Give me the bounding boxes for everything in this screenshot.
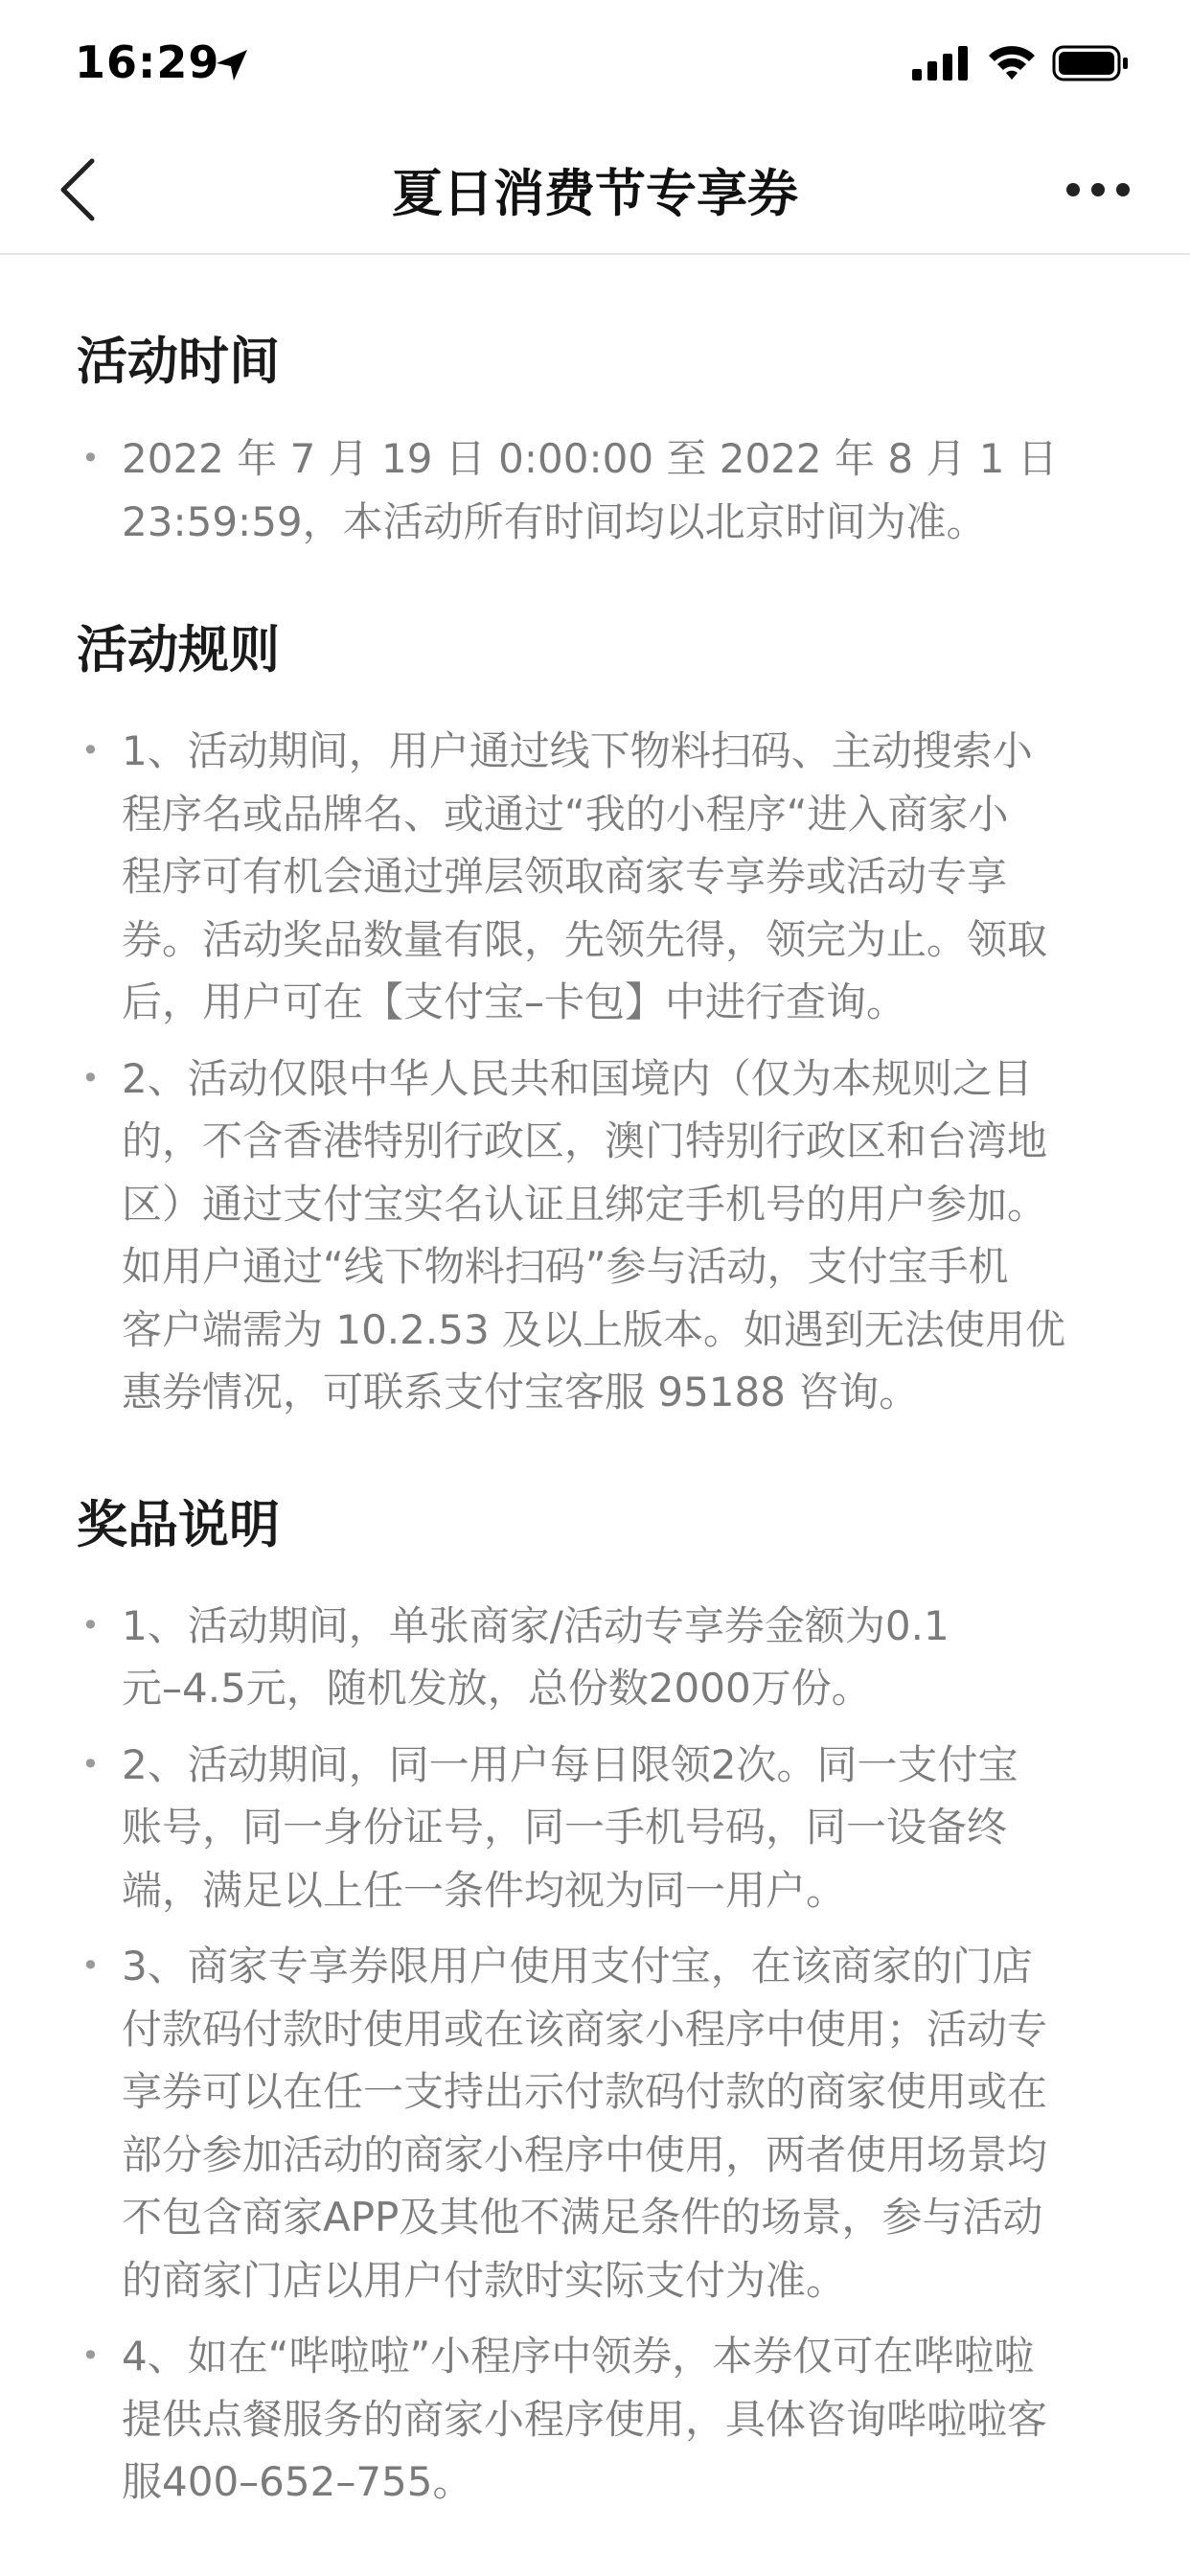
list-item	[77, 1935, 1113, 2312]
bullet: •	[81, 1947, 100, 1984]
line: 如用户通过“线下物料扫码”参与活动，支付宝手机	[122, 1243, 1009, 1290]
line: 4、如在“哔啦啦”小程序中领券，本券仅可在哔啦啦	[122, 2333, 1035, 2380]
line: 客户端需为 10.2.53 及以上版本。如遇到无法使用优	[122, 1305, 1066, 1353]
wifi-icon	[987, 42, 1037, 82]
line: 的，不含香港特别行政区，澳门特别行政区和台湾地	[122, 1117, 1048, 1164]
bullet: •	[81, 2337, 100, 2374]
section-activity-rules	[0, 553, 1190, 1424]
line: 区）通过支付宝实名认证且绑定手机号的用户参加。	[122, 1180, 1048, 1228]
line: 23:59:59，本活动所有时间均以北京时间为准。	[122, 497, 987, 545]
line: 程序名或品牌名、或通过“我的小程序“进入商家小	[122, 790, 1009, 838]
status-bar	[0, 0, 1190, 126]
line: 不包含商家APP及其他不满足条件的场景，参与活动	[122, 2194, 1043, 2241]
list-item	[77, 2325, 1113, 2514]
rules-content	[0, 255, 1190, 2514]
line: 账号，同一身份证号，同一手机号码，同一设备终	[122, 1804, 1008, 1851]
item-list	[77, 1595, 1113, 2514]
line: 提供点餐服务的商家小程序使用，具体咨询哔啦啦客	[122, 2395, 1048, 2443]
bullet: •	[81, 440, 100, 476]
list-item	[77, 427, 1113, 553]
location-arrow-icon	[213, 46, 251, 84]
line: 2022 年 7 月 19 日 0:00:00 至 2022 年 8 月 1 日	[122, 435, 1058, 482]
line: 的商家门店以用户付款时实际支付为准。	[122, 2256, 847, 2304]
battery-icon	[1052, 44, 1131, 82]
list-item	[77, 720, 1113, 1034]
section-title: 活动时间	[77, 333, 280, 391]
line: 2、活动仅限中华人民共和国境内（仅为本规则之目	[122, 1054, 1033, 1102]
nav-bar	[0, 126, 1190, 255]
list-item	[77, 1595, 1113, 1720]
bullet: •	[81, 1745, 100, 1782]
bullet: •	[81, 1606, 100, 1644]
signal-icon	[912, 46, 970, 80]
line: 券。活动奖品数量有限，先领先得，领完为止。领取	[122, 915, 1048, 963]
list-item	[77, 1047, 1113, 1424]
item-list	[77, 720, 1113, 1424]
more-dots-icon[interactable]	[1064, 174, 1133, 205]
page-title: 夏日消费节专享券	[392, 165, 798, 223]
section-prize-description	[0, 1424, 1190, 2514]
section-title: 活动规则	[77, 621, 280, 679]
line: 1、活动期间，单张商家/活动专享券金额为0.1	[122, 1601, 950, 1649]
list-item	[77, 1734, 1113, 1922]
line: 3、商家专享券限用户使用支付宝，在该商家的门店	[122, 1943, 1033, 1990]
line: 1、活动期间，用户通过线下物料扫码、主动搜索小	[122, 727, 1033, 774]
line: 服400–652–755。	[122, 2458, 473, 2505]
section-title: 奖品说明	[77, 1495, 280, 1554]
line: 部分参加活动的商家小程序中使用，两者使用场景均	[122, 2130, 1048, 2178]
item-list	[77, 427, 1113, 553]
bullet: •	[81, 732, 100, 769]
line: 享券可以在任一支持出示付款码付款的商家使用或在	[122, 2068, 1048, 2115]
line: 后，用户可在【支付宝–卡包】中进行查询。	[122, 978, 907, 1025]
line: 程序可有机会通过弹层领取商家专享券或活动专享	[122, 853, 1008, 900]
line: 端，满足以上任一条件均视为同一用户。	[122, 1866, 847, 1914]
bullet: •	[81, 1059, 100, 1096]
section-activity-time	[0, 255, 1190, 553]
line: 惠券情况，可联系支付宝客服 95188 咨询。	[122, 1368, 920, 1415]
line: 付款码付款时使用或在该商家小程序中使用；活动专	[122, 2005, 1048, 2053]
status-time: 16:29	[75, 36, 220, 88]
line: 元–4.5元，随机发放，总份数2000万份。	[122, 1665, 872, 1712]
line: 2、活动期间，同一用户每日限领2次。同一支付宝	[122, 1740, 1018, 1788]
